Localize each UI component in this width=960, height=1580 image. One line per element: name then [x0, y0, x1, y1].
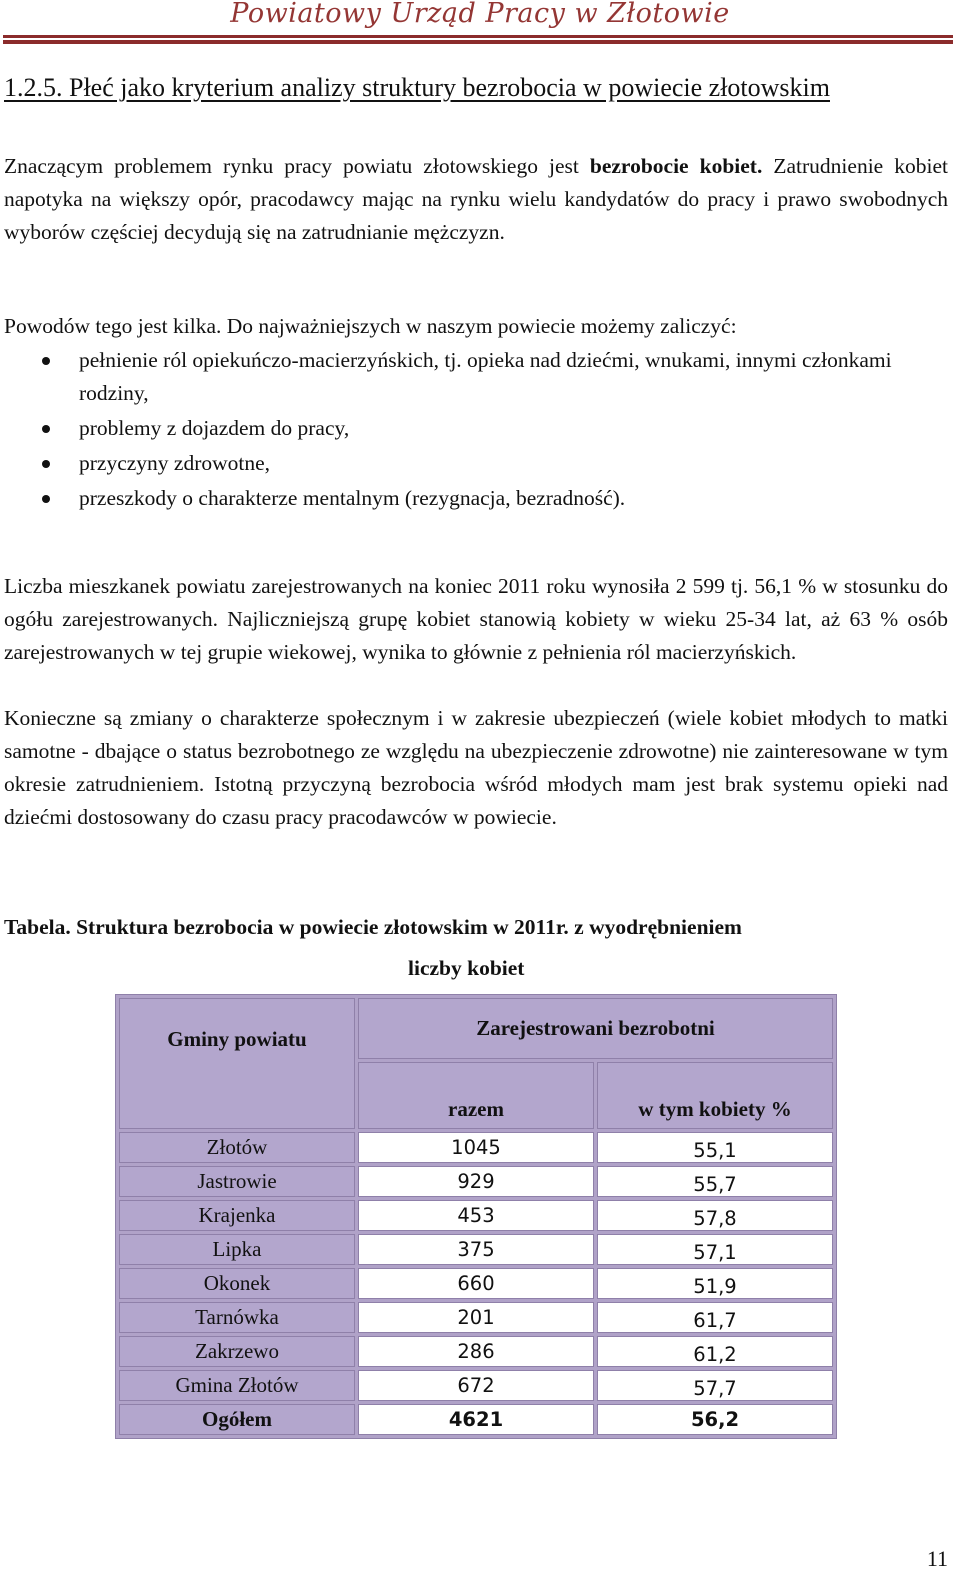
cell-gmina: Okonek: [119, 1268, 355, 1299]
column-header-razem: razem: [358, 1062, 594, 1129]
paragraph-intro: [4, 150, 948, 249]
cell-kobiety: 57,7: [597, 1370, 833, 1401]
paragraph-reasons: Powodów tego jest kilka. Do najważniejszych w naszym powiecie możemy zaliczyć:: [4, 314, 737, 338]
cell-gmina: Jastrowie: [119, 1166, 355, 1197]
section-heading: 1.2.5. Płeć jako kryterium analizy struktury bezrobocia w powiecie złotowskim: [4, 73, 830, 102]
cell-razem: 1045: [358, 1132, 594, 1163]
page-number: 11: [926, 1546, 948, 1571]
table-row: [119, 1166, 833, 1197]
reasons-list: [0, 344, 940, 517]
table-row: [119, 1336, 833, 1367]
bullet-icon: [42, 460, 50, 468]
cell-razem: 672: [358, 1370, 594, 1401]
list-item: [0, 344, 940, 410]
paragraph-statistics: Liczba mieszkanek powiatu zarejestrowanych na koniec 2011 roku wynosiła 2 599 tj. 56,1 % w stosunku do ogółu zarejestrowanych. Najliczniejszą grupę kobiet stanowią kobiety w wieku 25-34 lat, aż 63 % osób zarejestrowanych w tej grupie wiekowej, wynika to głównie z pełnienia ról macierzyńskich.: [4, 574, 948, 664]
cell-razem: 375: [358, 1234, 594, 1265]
header-rule-thick: [3, 40, 953, 44]
cell-razem: 453: [358, 1200, 594, 1231]
cell-razem: 660: [358, 1268, 594, 1299]
list-item: [0, 412, 940, 445]
cell-gmina: Lipka: [119, 1234, 355, 1265]
column-header-kobiety: w tym kobiety %: [597, 1062, 833, 1129]
cell-kobiety: 51,9: [597, 1268, 833, 1299]
cell-kobiety: 61,7: [597, 1302, 833, 1333]
table-total-row: [119, 1404, 833, 1435]
bullet-icon: [42, 357, 50, 365]
cell-gmina: Gmina Złotów: [119, 1370, 355, 1401]
table-caption-continued: liczby kobiet: [408, 956, 525, 980]
cell-razem: 286: [358, 1336, 594, 1367]
header-rule-thin: [3, 35, 953, 38]
bullet-icon: [42, 425, 50, 433]
paragraph-changes: Konieczne są zmiany o charakterze społecznym i w zakresie ubezpieczeń (wiele kobiet młodych to matki samotne - dbające o status bezrobotnego ze względu na ubezpieczenie zdrowotne) nie zainteresowane w tym okresie zatrudnieniem. Istotną przyczyną bezrobocia wśród młodych mam jest brak systemu opieki nad dziećmi dostosowany do czasu pracy pracodawców w powiecie.: [4, 706, 948, 829]
table-row: [119, 1234, 833, 1265]
cell-razem: 929: [358, 1166, 594, 1197]
cell-total-kobiety: 56,2: [597, 1404, 833, 1435]
table-row: [119, 1302, 833, 1333]
table-row: [119, 1132, 833, 1163]
cell-kobiety: 55,1: [597, 1132, 833, 1163]
list-item-text: przyczyny zdrowotne,: [79, 451, 271, 475]
cell-kobiety: 61,2: [597, 1336, 833, 1367]
cell-gmina: Zakrzewo: [119, 1336, 355, 1367]
cell-total-label: Ogółem: [119, 1404, 355, 1435]
table-row: [119, 1370, 833, 1401]
table-row: [119, 1200, 833, 1231]
paragraph-intro-bold: bezrobocie kobiet.: [589, 154, 763, 178]
list-item: [0, 447, 940, 480]
cell-kobiety: 57,1: [597, 1234, 833, 1265]
cell-kobiety: 57,8: [597, 1200, 833, 1231]
cell-gmina: Krajenka: [119, 1200, 355, 1231]
bullet-icon: [42, 495, 50, 503]
paragraph-intro-end: Zatrudnienie kobiet napotyka na większy opór, pracodawcy mając na rynku wielu kandydatów do pracy i prawo swobodnych wyborów częściej decydują się na zatrudnianie mężczyzn.: [4, 154, 948, 244]
list-item-text: pełnienie ról opiekuńczo-macierzyńskich, tj. opieka nad dziećmi, wnukami, innymi członkami rodziny,: [79, 348, 892, 405]
cell-razem: 201: [358, 1302, 594, 1333]
paragraph-intro-start: Znaczącym problemem rynku pracy powiatu złotowskiego jest: [4, 154, 590, 178]
cell-gmina: Tarnówka: [119, 1302, 355, 1333]
cell-total-razem: 4621: [358, 1404, 594, 1435]
cell-gmina: Złotów: [119, 1132, 355, 1163]
column-group-header: Zarejestrowani bezrobotni: [358, 998, 833, 1059]
list-item-text: problemy z dojazdem do pracy,: [79, 416, 350, 440]
column-header-gminy: Gminy powiatu: [119, 998, 355, 1129]
table-row: [119, 1268, 833, 1299]
unemployment-table: [115, 994, 837, 1439]
cell-kobiety: 55,7: [597, 1166, 833, 1197]
list-item: [0, 482, 940, 515]
running-header: Powiatowy Urząd Pracy w Złotowie: [230, 0, 730, 29]
list-item-text: przeszkody o charakterze mentalnym (rezygnacja, bezradność).: [79, 486, 626, 510]
table-caption: Tabela. Struktura bezrobocia w powiecie złotowskim w 2011r. z wyodrębnieniem: [4, 915, 742, 939]
